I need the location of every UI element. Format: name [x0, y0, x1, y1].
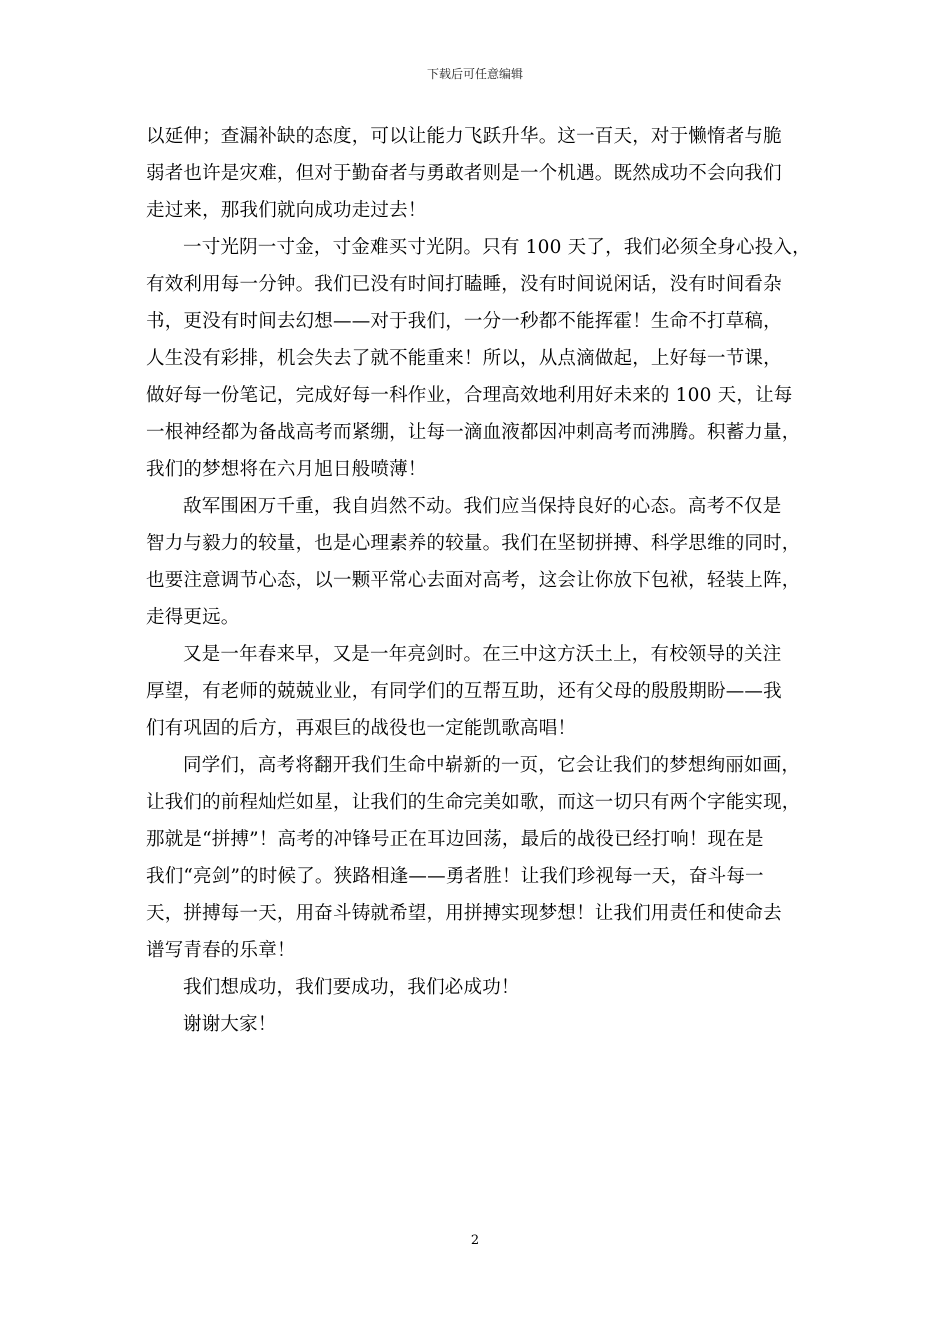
paragraph-first-line: 敌军围困万千重，我自岿然不动。我们应当保持良好的心态。高考不仅是 — [183, 496, 782, 517]
text-line: 人生没有彩排，机会失去了就不能重来！所以，从点滴做起，上好每一节课， — [146, 348, 782, 369]
paragraph-first-line: 又是一年春来早，又是一年亮剑时。在三中这方沃土上，有校领导的关注 — [183, 644, 782, 665]
text-line: 一根神经都为备战高考而紧绷，让每一滴血液都因冲刺高考而沸腾。积蓄力量， — [146, 422, 801, 443]
text-line: 走得更远。 — [146, 607, 240, 628]
page-header: 下载后可任意编辑 — [426, 67, 523, 81]
text-line: 厚望，有老师的兢兢业业，有同学们的互帮互助，还有父母的殷殷期盼——我 — [146, 681, 782, 702]
text-line: 让我们的前程灿烂如星，让我们的生命完美如歌，而这一切只有两个字能实现， — [146, 792, 801, 813]
text-line: 我们的梦想将在六月旭日般喷薄！ — [146, 459, 427, 480]
text-line: 智力与毅力的较量，也是心理素养的较量。我们在坚韧拼搏、科学思维的同时， — [146, 533, 801, 554]
text-line: 做好每一份笔记，完成好每一科作业，合理高效地利用好未来的 100 天，让每 — [146, 385, 793, 406]
paragraph-first-line: 我们想成功，我们要成功，我们必成功！ — [183, 977, 520, 998]
text-line: 天，拼搏每一天，用奋斗铸就希望，用拼搏实现梦想！让我们用责任和使命去 — [146, 903, 782, 924]
document-body — [146, 118, 811, 1043]
text-line: 我们“亮剑”的时候了。狭路相逢——勇者胜！让我们珍视每一天，奋斗每一 — [146, 866, 764, 887]
paragraph-first-line: 同学们，高考将翻开我们生命中崭新的一页，它会让我们的梦想绚丽如画， — [183, 755, 801, 776]
paragraph-first-line: 一寸光阴一寸金，寸金难买寸光阴。只有 100 天了，我们必须全身心投入， — [183, 237, 811, 258]
text-line: 书，更没有时间去幻想——对于我们，一分一秒都不能挥霍！生命不打草稿， — [146, 311, 782, 332]
text-line: 谱写青春的乐章！ — [146, 940, 296, 961]
page-number: 2 — [470, 1233, 480, 1248]
text-line: 走过来，那我们就向成功走过去！ — [146, 200, 427, 221]
text-line: 那就是“拼搏”！高考的冲锋号正在耳边回荡，最后的战役已经打响！现在是 — [146, 829, 764, 850]
text-line: 也要注意调节心态，以一颗平常心去面对高考，这会让你放下包袱，轻装上阵， — [146, 570, 801, 591]
text-line: 们有巩固的后方，再艰巨的战役也一定能凯歌高唱！ — [146, 718, 577, 739]
text-line: 弱者也许是灾难，但对于勤奋者与勇敢者则是一个机遇。既然成功不会向我们 — [146, 163, 782, 184]
text-line: 有效利用每一分钟。我们已没有时间打瞌睡，没有时间说闲话，没有时间看杂 — [146, 274, 782, 295]
paragraph-first-line: 谢谢大家！ — [183, 1014, 277, 1035]
text-line: 以延伸；查漏补缺的态度，可以让能力飞跃升华。这一百天，对于懒惰者与脆 — [146, 126, 782, 147]
